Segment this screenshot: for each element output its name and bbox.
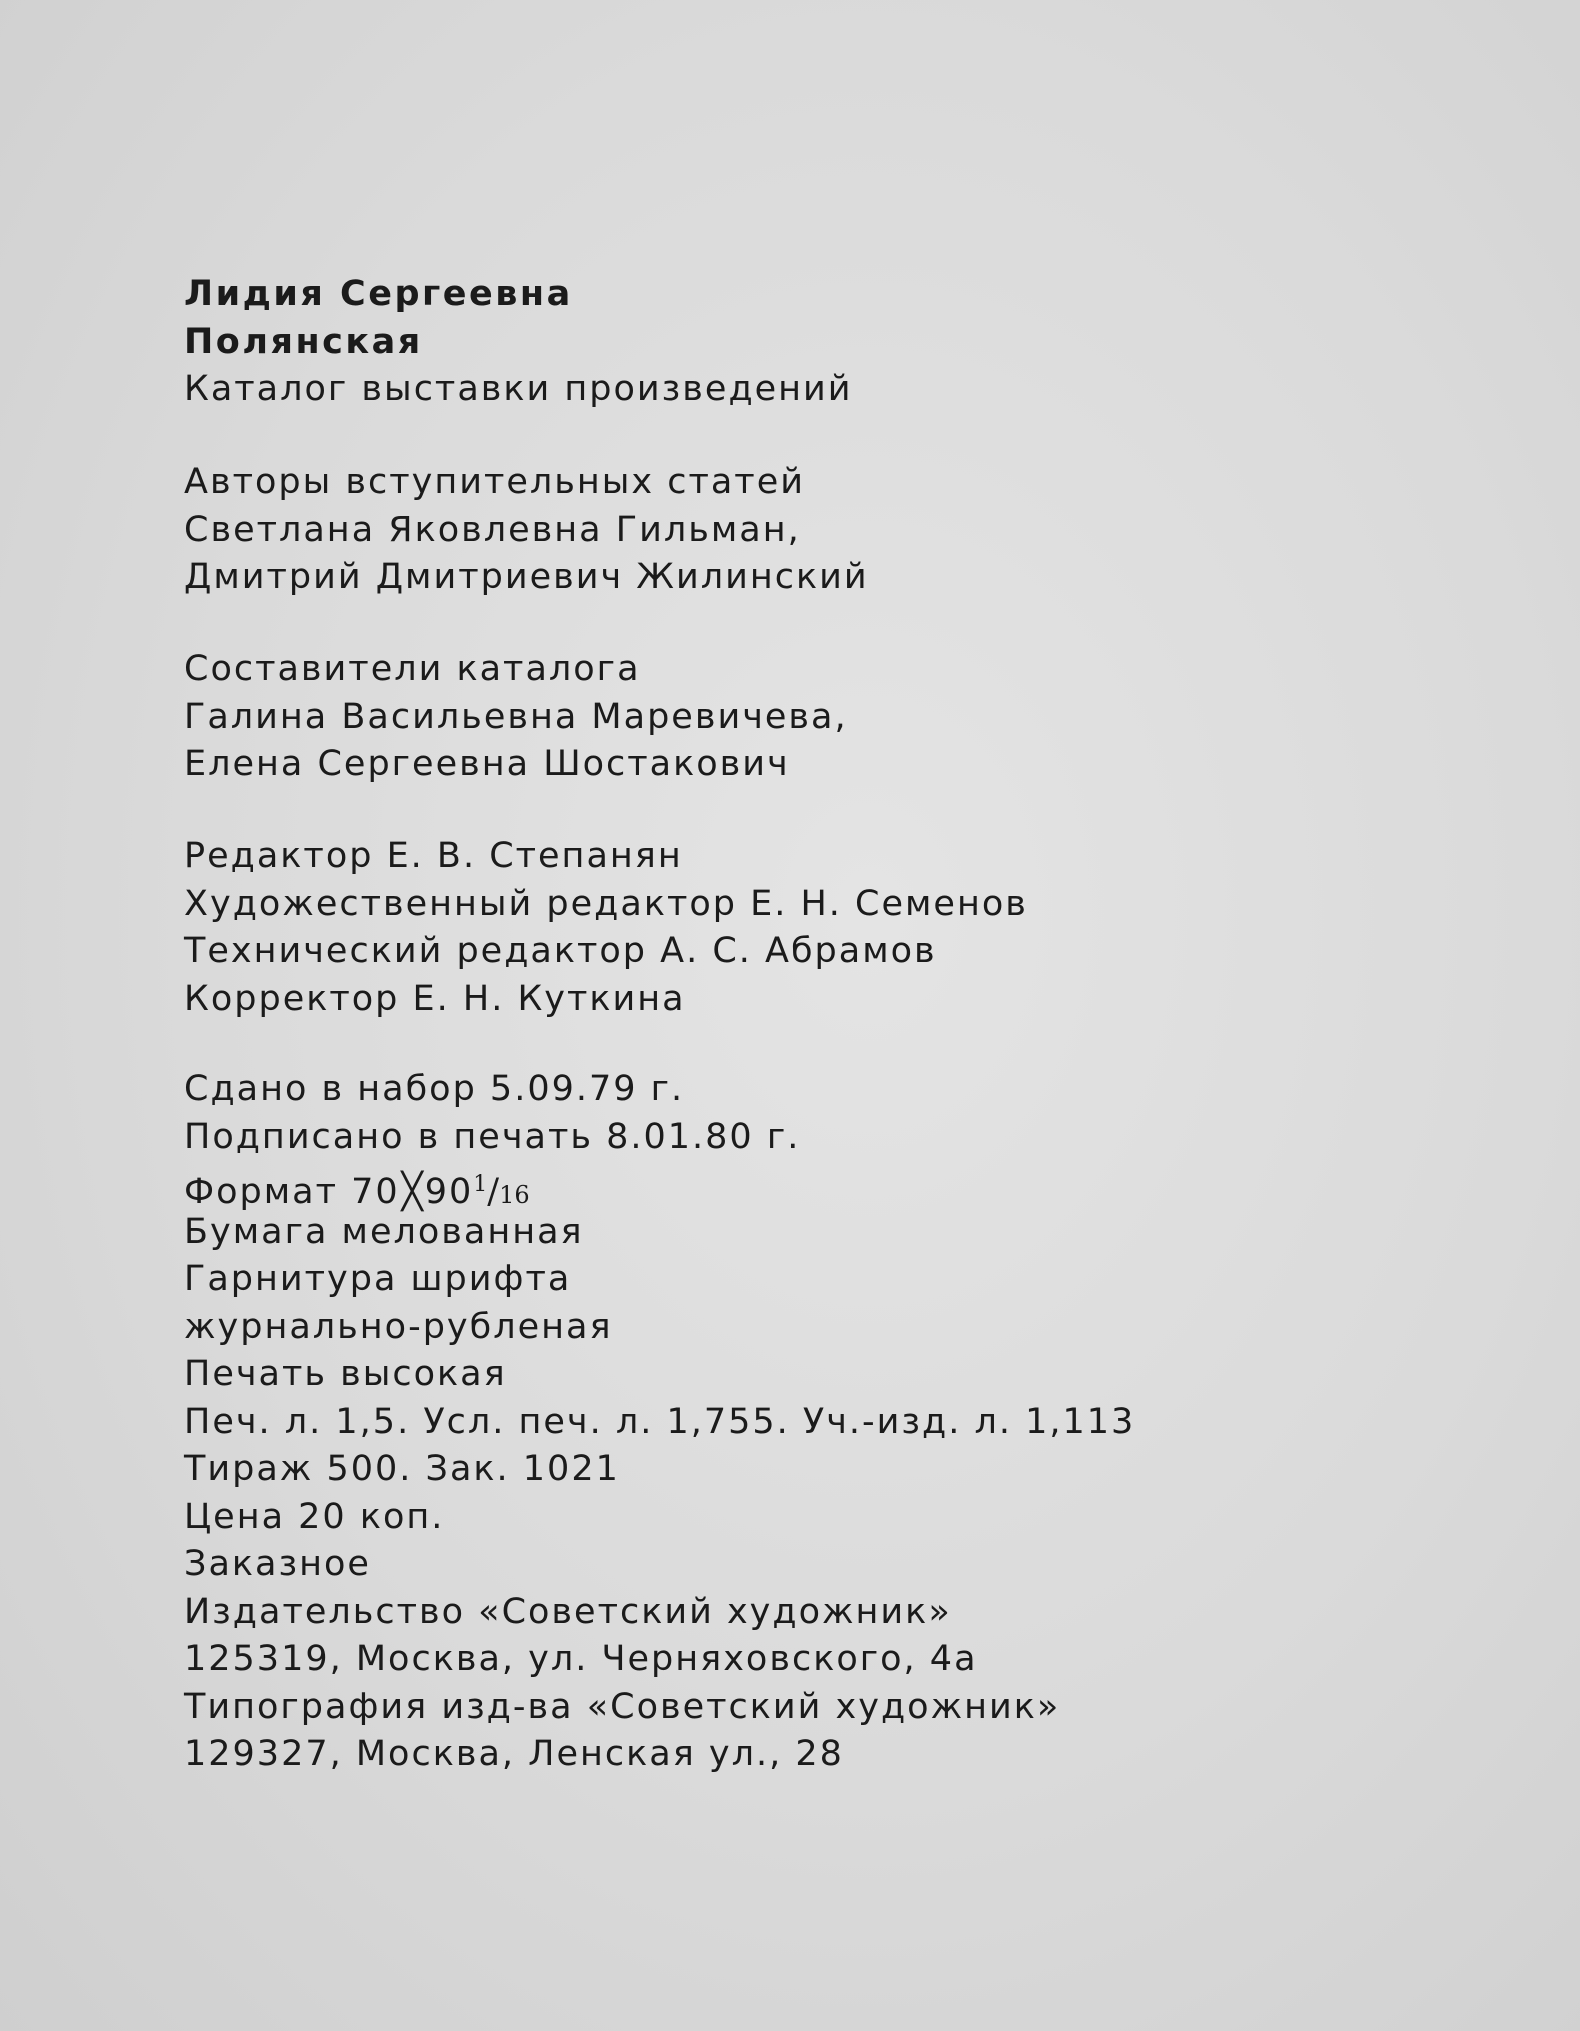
format-superscript: 1 xyxy=(473,1172,488,1197)
sheet-counts: Печ. л. 1,5. Усл. печ. л. 1,755. Уч.-изд. л. 1,113 xyxy=(184,1401,1136,1442)
print-type: Печать высокая xyxy=(184,1354,507,1394)
font-line-1: Гарнитура шрифта xyxy=(184,1259,572,1299)
publisher-address: 125319, Москва, ул. Черняховского, 4а xyxy=(184,1639,978,1679)
authors-heading: Авторы вступительных статей xyxy=(184,462,805,502)
signed-date: Подписано в печать 8.01.80 г. xyxy=(184,1116,801,1157)
price: Цена 20 коп. xyxy=(184,1496,445,1537)
title-block xyxy=(184,271,853,414)
typeset-date: Сдано в набор 5.09.79 г. xyxy=(184,1069,685,1109)
author-2: Дмитрий Дмитриевич Жилинский xyxy=(184,557,869,597)
editor: Редактор Е. В. Степанян xyxy=(184,836,683,876)
paper-type: Бумага мелованная xyxy=(184,1211,584,1252)
format-line xyxy=(184,1161,1135,1212)
author-name-last: Полянская xyxy=(184,321,423,362)
format-slash: / xyxy=(487,1172,500,1212)
format-main: 90 xyxy=(424,1172,474,1212)
proofreader: Корректор Е. Н. Куткина xyxy=(184,978,686,1019)
art-editor: Художественный редактор Е. Н. Семенов xyxy=(184,883,1028,924)
compilers-block xyxy=(184,646,848,789)
editors-block xyxy=(184,833,1028,1023)
compilers-heading: Составители каталога xyxy=(184,649,641,689)
publisher: Издательство «Советский художник» xyxy=(184,1591,952,1632)
author-name-first: Лидия Сергеевна xyxy=(184,274,573,314)
compiler-1: Галина Васильевна Маревичева, xyxy=(184,696,848,737)
circulation: Тираж 500. Зак. 1021 xyxy=(184,1449,620,1489)
compiler-2: Елена Сергеевна Шостакович xyxy=(184,744,790,784)
catalog-subtitle: Каталог выставки произведений xyxy=(184,369,853,409)
format-prefix: Формат 70 xyxy=(184,1172,400,1212)
author-1: Светлана Яковлевна Гильман, xyxy=(184,509,801,550)
printer: Типография изд-ва «Советский художник» xyxy=(184,1686,1061,1727)
font-line-2: журнально-рубленая xyxy=(184,1306,613,1347)
format-subscript: 16 xyxy=(499,1181,530,1209)
technical-editor: Технический редактор А. С. Абрамов xyxy=(184,931,937,971)
printer-address: 129327, Москва, Ленская ул., 28 xyxy=(184,1734,844,1774)
format-cross: ╳ xyxy=(401,1172,423,1212)
imprint-block xyxy=(184,1066,1135,1779)
authors-block xyxy=(184,459,869,602)
order-type: Заказное xyxy=(184,1544,371,1584)
